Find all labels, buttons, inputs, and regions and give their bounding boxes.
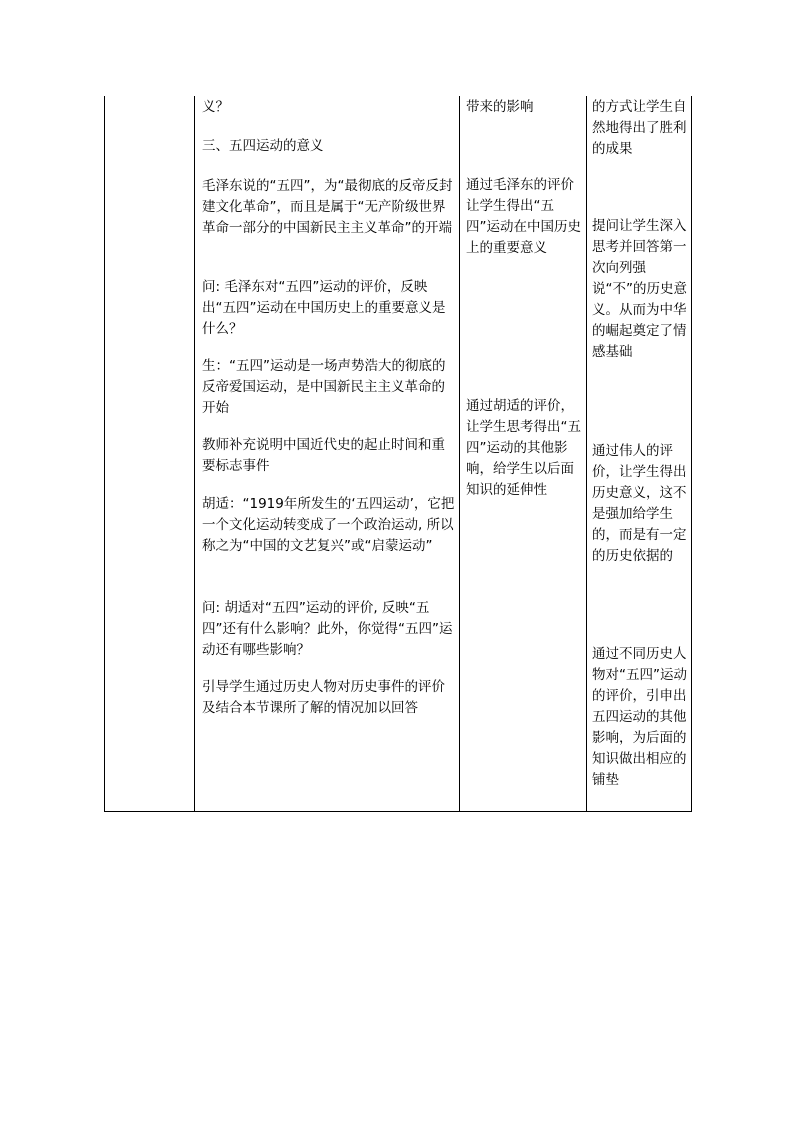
- section-heading: 三、五四运动的意义: [202, 138, 324, 154]
- process-paragraph: 问: 毛泽东对“五四”运动的评价，反映出“五四”运动在中国历史上的重要意义是什么？: [202, 279, 446, 337]
- process-paragraph: 教师补充说明中国近代史的起止时间和重要标志事件: [202, 437, 445, 474]
- intent-paragraph: 带来的影响: [466, 99, 534, 115]
- intent-paragraph: 通过毛泽东的评价让学生得出“五四”运动在中国历史上的重要意义: [466, 177, 581, 256]
- table-column-divider-2: [459, 96, 460, 812]
- notes-paragraph: 通过伟人的评价，让学生得出历史意义，这不是强加给学生的，而是有一定的历史依据的: [592, 443, 687, 564]
- process-paragraph: 引导学生通过历史人物对历史事件的评价及结合本节课所了解的情况加以回答: [202, 679, 445, 716]
- intent-paragraph: 通过胡适的评价，让学生思考得出“五四”运动的其他影响，给学生以后面知识的延伸性: [466, 398, 581, 498]
- process-paragraph: 生：“五四”运动是一场声势浩大的彻底的反帝爱国运动，是中国新民主主义革命的开始: [202, 358, 446, 416]
- process-paragraph: 毛泽东说的“五四”，为“最彻底的反帝反封建文化革命”，而且是属于“无产阶级世界革命一部分的中国新民主主义革命”的开端: [202, 178, 453, 236]
- notes-paragraph: 通过不同历史人物对“五四”运动的评价，引申出五四运动的其他影响，为后面的知识做出相应的铺垫: [592, 646, 687, 788]
- table-cell-teaching-process: [202, 96, 456, 812]
- table-column-divider-1: [194, 96, 195, 812]
- table-cell-section: [105, 96, 193, 812]
- process-paragraph: 胡适：“1919年所发生的‘五四运动’，它把一个文化运动转变成了一个政治运动, 所以称之为“中国的文艺复兴”或“启蒙运动”: [202, 496, 455, 554]
- table-cell-notes: [592, 96, 692, 812]
- process-paragraph: 义？: [202, 99, 229, 115]
- notes-paragraph: 的方式让学生自然地得出了胜利的成果: [592, 99, 687, 157]
- notes-paragraph: 提问让学生深入思考并回答第一次向列强说“不”的历史意义。从而为中华的崛起奠定了情感基础: [592, 218, 687, 360]
- lesson-plan-table: [104, 96, 692, 812]
- table-column-divider-3: [586, 96, 587, 812]
- process-paragraph: 问: 胡适对“五四”运动的评价, 反映“五四”还有什么影响？此外，你觉得“五四”运动还有哪些影响？: [202, 600, 453, 658]
- table-cell-design-intent: [466, 96, 584, 812]
